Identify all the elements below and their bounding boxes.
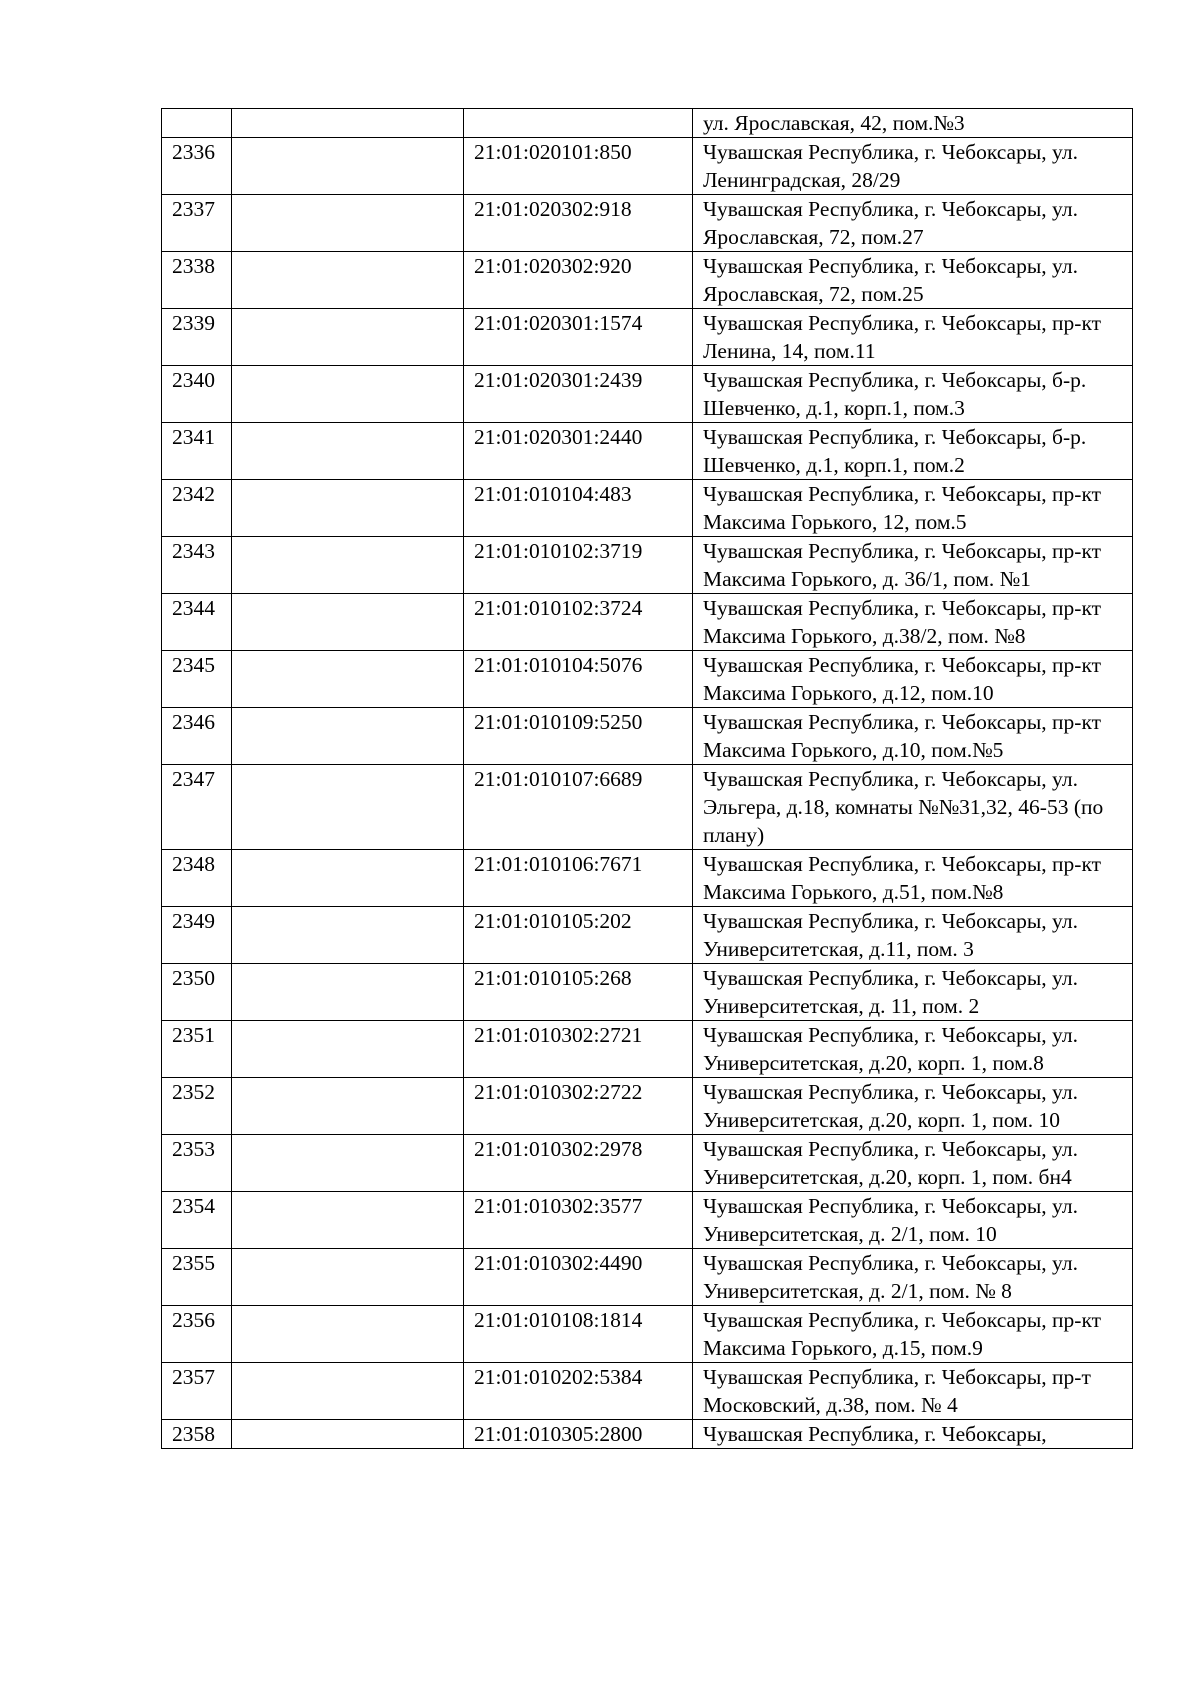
cell-number: 2336 bbox=[162, 138, 232, 195]
table-row bbox=[162, 1192, 1133, 1249]
cell-number: 2343 bbox=[162, 537, 232, 594]
cell-cadastral: 21:01:010102:3719 bbox=[464, 537, 693, 594]
cell-address: Чувашская Республика, г. Чебоксары, пр-кт Максима Горького, 12, пом.5 bbox=[693, 480, 1133, 537]
cell-blank bbox=[232, 252, 464, 309]
cell-number bbox=[162, 109, 232, 138]
cell-number: 2354 bbox=[162, 1192, 232, 1249]
cell-blank bbox=[232, 1249, 464, 1306]
cell-address: Чувашская Республика, г. Чебоксары, б-р. Шевченко, д.1, корп.1, пом.3 bbox=[693, 366, 1133, 423]
cell-cadastral: 21:01:020301:2439 bbox=[464, 366, 693, 423]
table-row bbox=[162, 1249, 1133, 1306]
cell-cadastral: 21:01:010302:2978 bbox=[464, 1135, 693, 1192]
registry-table-body bbox=[162, 109, 1133, 1449]
cell-blank bbox=[232, 138, 464, 195]
table-row bbox=[162, 537, 1133, 594]
cell-cadastral: 21:01:010102:3724 bbox=[464, 594, 693, 651]
cell-number: 2339 bbox=[162, 309, 232, 366]
cell-number: 2351 bbox=[162, 1021, 232, 1078]
cell-address: Чувашская Республика, г. Чебоксары, пр-кт Максима Горького, д.15, пом.9 bbox=[693, 1306, 1133, 1363]
table-row bbox=[162, 1135, 1133, 1192]
cell-cadastral: 21:01:010104:5076 bbox=[464, 651, 693, 708]
cell-blank bbox=[232, 1192, 464, 1249]
cell-number: 2355 bbox=[162, 1249, 232, 1306]
cell-number: 2357 bbox=[162, 1363, 232, 1420]
cell-number: 2350 bbox=[162, 964, 232, 1021]
cell-address: Чувашская Республика, г. Чебоксары, ул. Университетская, д.20, корп. 1, пом.8 bbox=[693, 1021, 1133, 1078]
table-row bbox=[162, 423, 1133, 480]
cell-address: Чувашская Республика, г. Чебоксары, ул. Университетская, д.20, корп. 1, пом. 10 bbox=[693, 1078, 1133, 1135]
cell-blank bbox=[232, 708, 464, 765]
registry-table bbox=[161, 108, 1133, 1449]
cell-cadastral: 21:01:010302:2721 bbox=[464, 1021, 693, 1078]
table-row bbox=[162, 765, 1133, 850]
cell-cadastral: 21:01:010109:5250 bbox=[464, 708, 693, 765]
cell-number: 2337 bbox=[162, 195, 232, 252]
table-row bbox=[162, 651, 1133, 708]
cell-blank bbox=[232, 907, 464, 964]
cell-blank bbox=[232, 366, 464, 423]
cell-number: 2340 bbox=[162, 366, 232, 423]
table-row bbox=[162, 480, 1133, 537]
cell-number: 2342 bbox=[162, 480, 232, 537]
cell-blank bbox=[232, 1420, 464, 1449]
cell-blank bbox=[232, 765, 464, 850]
cell-number: 2356 bbox=[162, 1306, 232, 1363]
table-row bbox=[162, 1078, 1133, 1135]
cell-blank bbox=[232, 537, 464, 594]
table-row bbox=[162, 907, 1133, 964]
table-row bbox=[162, 366, 1133, 423]
cell-address: Чувашская Республика, г. Чебоксары, пр-кт Максима Горького, д.51, пом.№8 bbox=[693, 850, 1133, 907]
cell-blank bbox=[232, 651, 464, 708]
cell-number: 2344 bbox=[162, 594, 232, 651]
cell-blank bbox=[232, 1135, 464, 1192]
cell-blank bbox=[232, 480, 464, 537]
cell-address: Чувашская Республика, г. Чебоксары, ул. Университетская, д. 2/1, пом. № 8 bbox=[693, 1249, 1133, 1306]
table-row bbox=[162, 964, 1133, 1021]
cell-number: 2345 bbox=[162, 651, 232, 708]
cell-cadastral: 21:01:020101:850 bbox=[464, 138, 693, 195]
table-row bbox=[162, 850, 1133, 907]
cell-cadastral: 21:01:010302:2722 bbox=[464, 1078, 693, 1135]
cell-blank bbox=[232, 1021, 464, 1078]
table-row bbox=[162, 252, 1133, 309]
cell-address: ул. Ярославская, 42, пом.№3 bbox=[693, 109, 1133, 138]
cell-cadastral: 21:01:010108:1814 bbox=[464, 1306, 693, 1363]
cell-address: Чувашская Республика, г. Чебоксары, ул. Университетская, д. 11, пом. 2 bbox=[693, 964, 1133, 1021]
table-row bbox=[162, 138, 1133, 195]
table-row bbox=[162, 1363, 1133, 1420]
cell-number: 2352 bbox=[162, 1078, 232, 1135]
cell-cadastral: 21:01:010104:483 bbox=[464, 480, 693, 537]
cell-address: Чувашская Республика, г. Чебоксары, пр-кт Ленина, 14, пом.11 bbox=[693, 309, 1133, 366]
cell-address: Чувашская Республика, г. Чебоксары, ул. Университетская, д.20, корп. 1, пом. бн4 bbox=[693, 1135, 1133, 1192]
cell-blank bbox=[232, 309, 464, 366]
cell-blank bbox=[232, 1078, 464, 1135]
cell-number: 2358 bbox=[162, 1420, 232, 1449]
cell-number: 2353 bbox=[162, 1135, 232, 1192]
cell-blank bbox=[232, 423, 464, 480]
cell-cadastral: 21:01:010105:202 bbox=[464, 907, 693, 964]
cell-address: Чувашская Республика, г. Чебоксары, пр-т Московский, д.38, пом. № 4 bbox=[693, 1363, 1133, 1420]
cell-blank bbox=[232, 1363, 464, 1420]
cell-blank bbox=[232, 1306, 464, 1363]
cell-address: Чувашская Республика, г. Чебоксары, пр-кт Максима Горького, д. 36/1, пом. №1 bbox=[693, 537, 1133, 594]
cell-address: Чувашская Республика, г. Чебоксары, ул. Университетская, д.11, пом. 3 bbox=[693, 907, 1133, 964]
cell-cadastral: 21:01:010302:4490 bbox=[464, 1249, 693, 1306]
cell-cadastral: 21:01:020302:918 bbox=[464, 195, 693, 252]
cell-address: Чувашская Республика, г. Чебоксары, пр-кт Максима Горького, д.10, пом.№5 bbox=[693, 708, 1133, 765]
cell-blank bbox=[232, 109, 464, 138]
table-row bbox=[162, 1021, 1133, 1078]
cell-blank bbox=[232, 850, 464, 907]
cell-address: Чувашская Республика, г. Чебоксары, б-р. Шевченко, д.1, корп.1, пом.2 bbox=[693, 423, 1133, 480]
cell-number: 2347 bbox=[162, 765, 232, 850]
cell-address: Чувашская Республика, г. Чебоксары, ул. Ленинградская, 28/29 bbox=[693, 138, 1133, 195]
cell-number: 2341 bbox=[162, 423, 232, 480]
cell-cadastral: 21:01:020302:920 bbox=[464, 252, 693, 309]
cell-cadastral: 21:01:010202:5384 bbox=[464, 1363, 693, 1420]
cell-blank bbox=[232, 195, 464, 252]
cell-number: 2338 bbox=[162, 252, 232, 309]
cell-cadastral: 21:01:020301:2440 bbox=[464, 423, 693, 480]
cell-blank bbox=[232, 964, 464, 1021]
cell-blank bbox=[232, 594, 464, 651]
cell-cadastral: 21:01:010106:7671 bbox=[464, 850, 693, 907]
cell-cadastral: 21:01:010302:3577 bbox=[464, 1192, 693, 1249]
table-row-continuation bbox=[162, 109, 1133, 138]
table-row bbox=[162, 195, 1133, 252]
cell-address: Чувашская Республика, г. Чебоксары, пр-кт Максима Горького, д.12, пом.10 bbox=[693, 651, 1133, 708]
table-row bbox=[162, 1306, 1133, 1363]
table-row bbox=[162, 1420, 1133, 1449]
cell-address: Чувашская Республика, г. Чебоксары, ул. Ярославская, 72, пом.25 bbox=[693, 252, 1133, 309]
table-row bbox=[162, 309, 1133, 366]
table-row bbox=[162, 708, 1133, 765]
cell-address: Чувашская Республика, г. Чебоксары, ул. Эльгера, д.18, комнаты №№31,32, 46-53 (по плану) bbox=[693, 765, 1133, 850]
cell-cadastral bbox=[464, 109, 693, 138]
cell-address: Чувашская Республика, г. Чебоксары, ул. Ярославская, 72, пом.27 bbox=[693, 195, 1133, 252]
cell-address: Чувашская Республика, г. Чебоксары, пр-кт Максима Горького, д.38/2, пом. №8 bbox=[693, 594, 1133, 651]
cell-address: Чувашская Республика, г. Чебоксары, ул. Университетская, д. 2/1, пом. 10 bbox=[693, 1192, 1133, 1249]
table-row bbox=[162, 594, 1133, 651]
cell-cadastral: 21:01:020301:1574 bbox=[464, 309, 693, 366]
cell-cadastral: 21:01:010107:6689 bbox=[464, 765, 693, 850]
cell-number: 2348 bbox=[162, 850, 232, 907]
cell-number: 2346 bbox=[162, 708, 232, 765]
cell-address: Чувашская Республика, г. Чебоксары, bbox=[693, 1420, 1133, 1449]
cell-cadastral: 21:01:010105:268 bbox=[464, 964, 693, 1021]
cell-number: 2349 bbox=[162, 907, 232, 964]
cell-cadastral: 21:01:010305:2800 bbox=[464, 1420, 693, 1449]
